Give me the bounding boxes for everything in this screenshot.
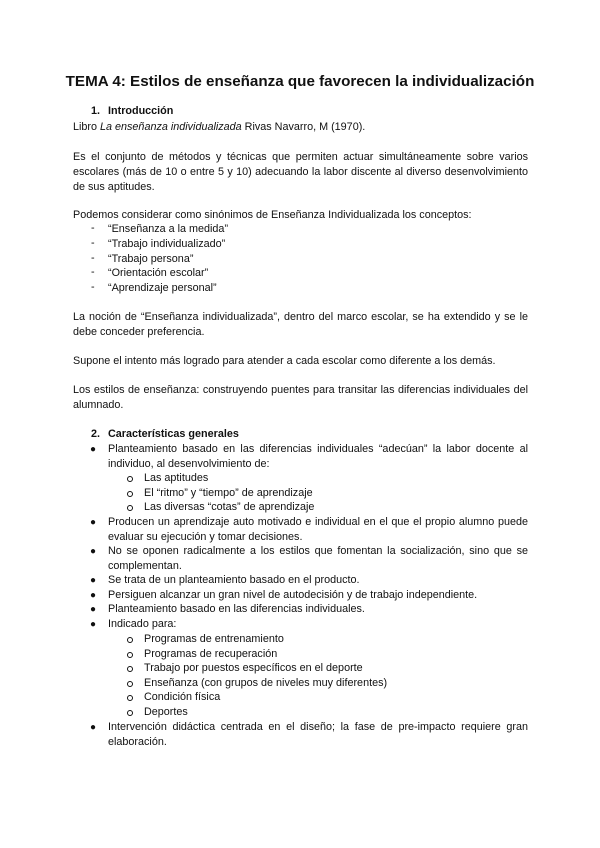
bullet-item: Se trata de un planteamiento basado en el producto.	[108, 574, 360, 586]
section-2-number: 2.	[91, 428, 101, 440]
synonyms-intro: Podemos considerar como sinónimos de Enseñanza Individualizada los conceptos:	[73, 209, 472, 221]
sub-item: Enseñanza (con grupos de niveles muy diferentes)	[144, 677, 388, 689]
sub-item: Condición física	[144, 691, 221, 703]
bullet-marker: ●	[90, 444, 97, 455]
sub-item: Las diversas “cotas” de aprendizaje	[144, 501, 315, 513]
dash-marker: -	[91, 222, 95, 234]
bullet-marker: ●	[90, 575, 97, 586]
dash-marker: -	[91, 281, 95, 293]
bullet-item: Planteamiento basado en las diferencias individuales “adecúan” la labor docente al individuo, al desenvolvimiento de:	[108, 443, 528, 470]
section-1-heading: Introducción	[108, 105, 174, 117]
circle-bullet-icon	[127, 637, 133, 643]
sub-item: Las aptitudes	[144, 472, 209, 484]
bullet-marker: ●	[90, 546, 97, 557]
circle-bullet-icon	[127, 505, 133, 511]
bullet-item: Planteamiento basado en las diferencias individuales.	[108, 603, 365, 615]
synonym-item: “Enseñanza a la medida”	[108, 223, 229, 235]
sub-item: Programas de recuperación	[144, 648, 278, 660]
bullet-item: Persiguen alcanzar un gran nivel de autodecisión y de trabajo independiente.	[108, 589, 478, 601]
bullet-item: Producen un aprendizaje auto motivado e individual en el que el propio alumno puede evaluar su ejecución y tomar decisiones.	[108, 516, 528, 543]
intro-paragraph: Es el conjunto de métodos y técnicas que permiten actuar simultáneamente sobre varios escolares (más de 10 o entre 5 y 10) adecuando la labor discente al diverso desenvolvimiento de sus aptitudes.	[73, 151, 528, 193]
notion-paragraph: La noción de “Enseñanza individualizada”, dentro del marco escolar, se ha extendido y se le debe conceder preferencia.	[73, 311, 528, 338]
circle-bullet-icon	[127, 491, 133, 497]
dash-marker: -	[91, 252, 95, 264]
section-1-number: 1.	[91, 105, 101, 117]
bullet-marker: ●	[90, 604, 97, 615]
sub-item: Trabajo por puestos específicos en el deporte	[144, 662, 363, 674]
bullet-item: Intervención didáctica centrada en el diseño; la fase de pre-impacto requiere gran elaboración.	[108, 721, 528, 748]
synonym-item: “Aprendizaje personal”	[108, 282, 217, 294]
book-title: La enseñanza individualizada	[100, 121, 242, 133]
supone-paragraph: Supone el intento más logrado para atender a cada escolar como diferente a los demás.	[73, 355, 496, 367]
dash-marker: -	[91, 237, 95, 249]
sub-item: Deportes	[144, 706, 188, 718]
estilos-paragraph: Los estilos de enseñanza: construyendo puentes para transitar las diferencias individuales del alumnado.	[73, 384, 528, 411]
book-reference	[73, 120, 365, 135]
synonym-item: “Trabajo individualizado”	[108, 238, 226, 250]
circle-bullet-icon	[127, 652, 133, 658]
section-2-heading: Características generales	[108, 428, 239, 440]
book-suffix: Rivas Navarro, M (1970).	[241, 121, 366, 133]
circle-bullet-icon	[127, 710, 133, 716]
bullet-item: Indicado para:	[108, 618, 177, 630]
bullet-marker: ●	[90, 722, 97, 733]
synonym-item: “Orientación escolar”	[108, 267, 209, 279]
bullet-marker: ●	[90, 517, 97, 528]
dash-marker: -	[91, 266, 95, 278]
bullet-marker: ●	[90, 590, 97, 601]
circle-bullet-icon	[127, 666, 133, 672]
circle-bullet-icon	[127, 476, 133, 482]
book-prefix: Libro	[73, 121, 101, 133]
bullet-item: No se oponen radicalmente a los estilos que fomentan la socialización, sino que se complementan.	[108, 545, 528, 572]
sub-item: Programas de entrenamiento	[144, 633, 284, 645]
circle-bullet-icon	[127, 681, 133, 687]
bullet-marker: ●	[90, 619, 97, 630]
circle-bullet-icon	[127, 695, 133, 701]
page-title: TEMA 4: Estilos de enseñanza que favorecen la individualización	[65, 73, 535, 90]
synonym-item: “Trabajo persona”	[108, 253, 194, 265]
sub-item: El “ritmo” y “tiempo” de aprendizaje	[144, 487, 313, 499]
